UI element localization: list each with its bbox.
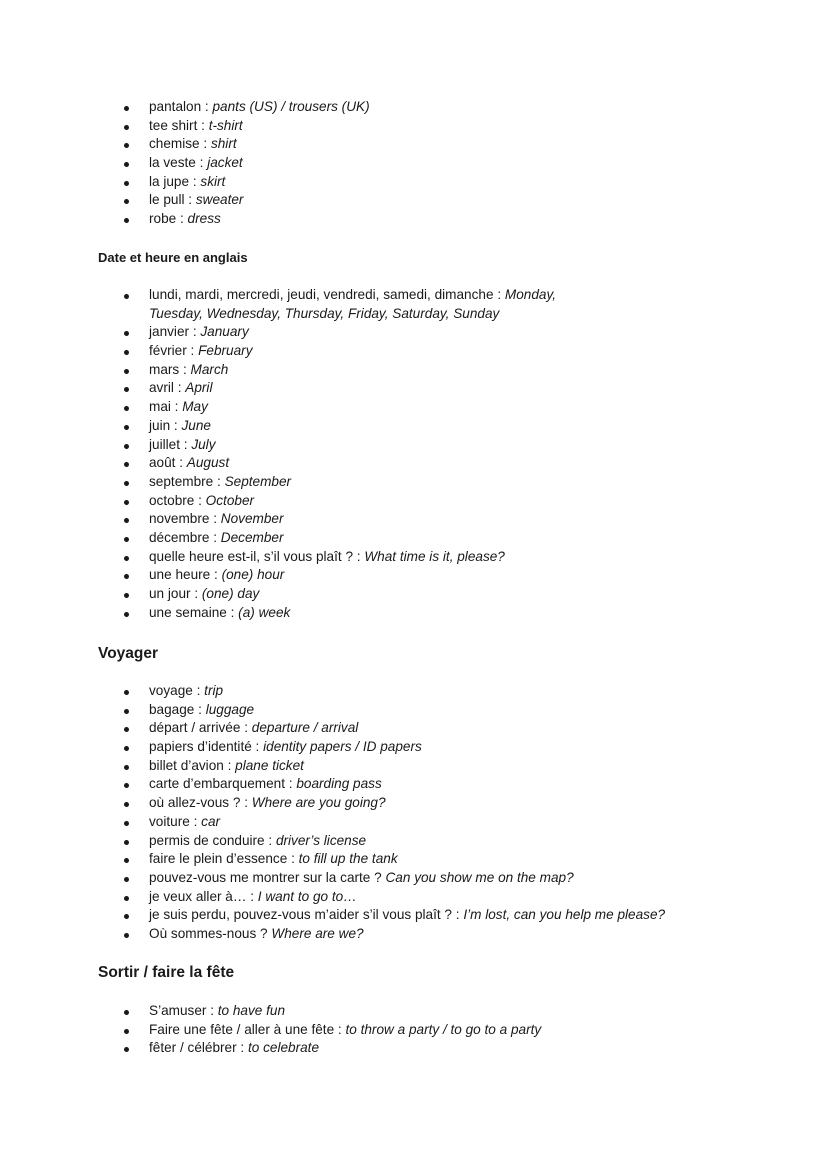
english-translation: dress bbox=[187, 211, 221, 227]
french-term: novembre : bbox=[149, 511, 221, 527]
list-item bbox=[0, 832, 828, 851]
bullet-icon bbox=[124, 1010, 129, 1015]
french-term: juillet : bbox=[149, 436, 192, 452]
english-translation: luggage bbox=[205, 701, 255, 717]
list-item bbox=[0, 210, 828, 229]
english-translation: pants (US) / trousers (UK) bbox=[212, 99, 370, 114]
french-term: mars : bbox=[149, 361, 191, 377]
list-item bbox=[0, 682, 828, 701]
french-term: le pull : bbox=[149, 192, 196, 208]
english-translation: Where are we? bbox=[271, 925, 364, 941]
list-item bbox=[0, 436, 828, 455]
french-term: la jupe : bbox=[149, 173, 201, 189]
list-item bbox=[0, 361, 828, 380]
french-term: une semaine : bbox=[149, 604, 239, 620]
bullet-icon bbox=[124, 821, 129, 826]
list-item bbox=[0, 1021, 828, 1040]
bullet-icon bbox=[124, 106, 129, 111]
french-term: la veste : bbox=[149, 155, 208, 171]
english-translation: (one) day bbox=[201, 586, 260, 602]
english-translation: sweater bbox=[195, 192, 244, 208]
english-translation: to celebrate bbox=[247, 1040, 320, 1056]
bullet-icon bbox=[124, 1047, 129, 1052]
french-term: carte d’embarquement : bbox=[149, 776, 297, 792]
list-item bbox=[0, 191, 828, 210]
english-translation: t-shirt bbox=[208, 117, 243, 133]
english-translation: November bbox=[220, 511, 284, 527]
english-translation: September bbox=[224, 473, 292, 489]
list-item bbox=[0, 417, 828, 436]
english-translation: plane ticket bbox=[235, 757, 304, 773]
french-term: voiture : bbox=[149, 813, 202, 829]
bullet-icon bbox=[124, 727, 129, 732]
french-term: billet d’avion : bbox=[149, 757, 236, 773]
list-item bbox=[0, 719, 828, 738]
french-term: octobre : bbox=[149, 492, 206, 508]
french-term: une heure : bbox=[149, 567, 222, 583]
french-term: départ / arrivée : bbox=[149, 720, 252, 736]
english-translation: identity papers / ID papers bbox=[263, 739, 422, 755]
french-term: février : bbox=[149, 343, 199, 359]
english-translation: I want to go to… bbox=[257, 888, 357, 904]
bullet-icon bbox=[124, 462, 129, 467]
bullet-icon bbox=[124, 500, 129, 505]
english-translation: What time is it, please? bbox=[364, 548, 505, 564]
section-heading: Voyager bbox=[98, 645, 159, 662]
list-item bbox=[0, 529, 828, 548]
bullet-icon bbox=[124, 709, 129, 714]
french-term: S’amuser : bbox=[149, 1003, 218, 1018]
french-term: avril : bbox=[149, 380, 186, 396]
list-item bbox=[0, 738, 828, 757]
list-item bbox=[0, 925, 828, 944]
french-term: robe : bbox=[149, 211, 188, 227]
french-term: tee shirt : bbox=[149, 117, 209, 133]
list-item bbox=[0, 135, 828, 154]
list-item bbox=[0, 117, 828, 136]
french-term: juin : bbox=[149, 417, 182, 433]
list-item bbox=[0, 154, 828, 173]
english-translation: jacket bbox=[207, 155, 243, 171]
french-term: un jour : bbox=[149, 586, 202, 602]
bullet-icon bbox=[124, 387, 129, 392]
bullet-icon bbox=[124, 933, 129, 938]
english-translation: February bbox=[198, 343, 253, 359]
bullet-icon bbox=[124, 858, 129, 863]
list-item bbox=[0, 794, 828, 813]
vocab-list bbox=[0, 98, 828, 229]
french-term: Faire une fête / aller à une fête : bbox=[149, 1021, 346, 1037]
vocab-list bbox=[0, 286, 828, 622]
bullet-icon bbox=[124, 877, 129, 882]
list-item bbox=[0, 454, 828, 473]
english-translation: to have fun bbox=[217, 1003, 286, 1018]
bullet-icon bbox=[124, 294, 129, 299]
bullet-icon bbox=[124, 537, 129, 542]
english-translation: Where are you going? bbox=[251, 795, 386, 811]
list-item bbox=[0, 701, 828, 720]
english-translation: driver’s license bbox=[275, 832, 367, 848]
bullet-icon bbox=[124, 574, 129, 579]
english-translation: May bbox=[182, 399, 208, 415]
english-translation: skirt bbox=[200, 173, 226, 189]
bullet-icon bbox=[124, 690, 129, 695]
list-item bbox=[0, 813, 828, 832]
french-term: faire le plein d’essence : bbox=[149, 851, 299, 867]
list-item bbox=[0, 548, 828, 567]
bullet-icon bbox=[124, 802, 129, 807]
english-translation: I’m lost, can you help me please? bbox=[463, 907, 666, 923]
english-translation: January bbox=[200, 324, 249, 340]
bullet-icon bbox=[124, 181, 129, 186]
vocab-list bbox=[0, 1002, 828, 1058]
english-translation: departure / arrival bbox=[251, 720, 359, 736]
bullet-icon bbox=[124, 125, 129, 130]
french-term: bagage : bbox=[149, 701, 206, 717]
french-term: pouvez-vous me montrer sur la carte ? bbox=[149, 869, 386, 885]
bullet-icon bbox=[124, 199, 129, 204]
list-item bbox=[0, 379, 828, 398]
english-translation: December bbox=[220, 529, 284, 545]
french-term: je suis perdu, pouvez-vous m’aider s’il vous plaît ? : bbox=[149, 907, 464, 923]
bullet-icon bbox=[124, 593, 129, 598]
bullet-icon bbox=[124, 350, 129, 355]
bullet-icon bbox=[124, 218, 129, 223]
bullet-icon bbox=[124, 331, 129, 336]
list-item bbox=[0, 323, 828, 342]
list-item bbox=[0, 473, 828, 492]
english-translation: October bbox=[205, 492, 255, 508]
list-item bbox=[0, 888, 828, 907]
bullet-icon bbox=[124, 1029, 129, 1034]
bullet-icon bbox=[124, 444, 129, 449]
bullet-icon bbox=[124, 746, 129, 751]
french-term: Où sommes-nous ? bbox=[149, 925, 272, 941]
bullet-icon bbox=[124, 612, 129, 617]
bullet-icon bbox=[124, 914, 129, 919]
bullet-icon bbox=[124, 406, 129, 411]
list-item bbox=[0, 173, 828, 192]
english-translation: March bbox=[190, 361, 229, 377]
english-translation: August bbox=[186, 455, 230, 471]
french-term: permis de conduire : bbox=[149, 832, 276, 848]
english-translation: to throw a party / to go to a party bbox=[345, 1021, 542, 1037]
list-item bbox=[0, 585, 828, 604]
bullet-icon bbox=[124, 481, 129, 486]
list-item bbox=[0, 566, 828, 585]
list-item bbox=[0, 1002, 828, 1021]
bullet-icon bbox=[124, 783, 129, 788]
french-term: fêter / célébrer : bbox=[149, 1040, 248, 1056]
bullet-icon bbox=[124, 765, 129, 770]
list-item bbox=[0, 869, 828, 888]
english-translation: April bbox=[185, 380, 213, 396]
french-term: lundi, mardi, mercredi, jeudi, vendredi, samedi, dimanche : bbox=[149, 287, 505, 302]
list-item bbox=[0, 775, 828, 794]
bullet-icon bbox=[124, 896, 129, 901]
french-term: janvier : bbox=[149, 324, 201, 340]
english-translation: trip bbox=[204, 683, 224, 698]
bullet-icon bbox=[124, 369, 129, 374]
french-term: mai : bbox=[149, 399, 183, 415]
list-item bbox=[0, 398, 828, 417]
list-item bbox=[0, 286, 579, 323]
english-translation: July bbox=[191, 436, 216, 452]
english-translation: boarding pass bbox=[296, 776, 382, 792]
english-translation: to fill up the tank bbox=[298, 851, 398, 867]
section-heading: Date et heure en anglais bbox=[98, 250, 248, 265]
list-item bbox=[0, 342, 828, 361]
english-translation: June bbox=[181, 417, 211, 433]
french-term: septembre : bbox=[149, 473, 225, 489]
french-term: pantalon : bbox=[149, 99, 213, 114]
bullet-icon bbox=[124, 425, 129, 430]
english-translation: Can you show me on the map? bbox=[385, 869, 574, 885]
vocab-list bbox=[0, 682, 828, 944]
french-term: chemise : bbox=[149, 136, 211, 152]
english-translation: (one) hour bbox=[221, 567, 285, 583]
english-translation: Monday, Tuesday, Wednesday, Thursday, Friday, Saturday, Sunday bbox=[149, 287, 557, 321]
french-term: août : bbox=[149, 455, 187, 471]
english-translation: shirt bbox=[210, 136, 237, 152]
bullet-icon bbox=[124, 143, 129, 148]
list-item bbox=[0, 1039, 828, 1058]
list-item bbox=[0, 850, 828, 869]
list-item bbox=[0, 98, 828, 117]
list-item bbox=[0, 906, 828, 925]
french-term: voyage : bbox=[149, 683, 205, 698]
bullet-icon bbox=[124, 162, 129, 167]
bullet-icon bbox=[124, 556, 129, 561]
list-item bbox=[0, 604, 828, 623]
english-translation: car bbox=[201, 813, 221, 829]
english-translation: (a) week bbox=[238, 604, 291, 620]
bullet-icon bbox=[124, 518, 129, 523]
french-term: je veux aller à… : bbox=[149, 888, 258, 904]
french-term: papiers d’identité : bbox=[149, 739, 264, 755]
list-item bbox=[0, 510, 828, 529]
french-term: où allez-vous ? : bbox=[149, 795, 252, 811]
french-term: quelle heure est-il, s’il vous plaît ? : bbox=[149, 548, 365, 564]
list-item bbox=[0, 757, 828, 776]
french-term: décembre : bbox=[149, 529, 221, 545]
list-item bbox=[0, 492, 828, 511]
bullet-icon bbox=[124, 840, 129, 845]
section-heading: Sortir / faire la fête bbox=[98, 964, 235, 981]
